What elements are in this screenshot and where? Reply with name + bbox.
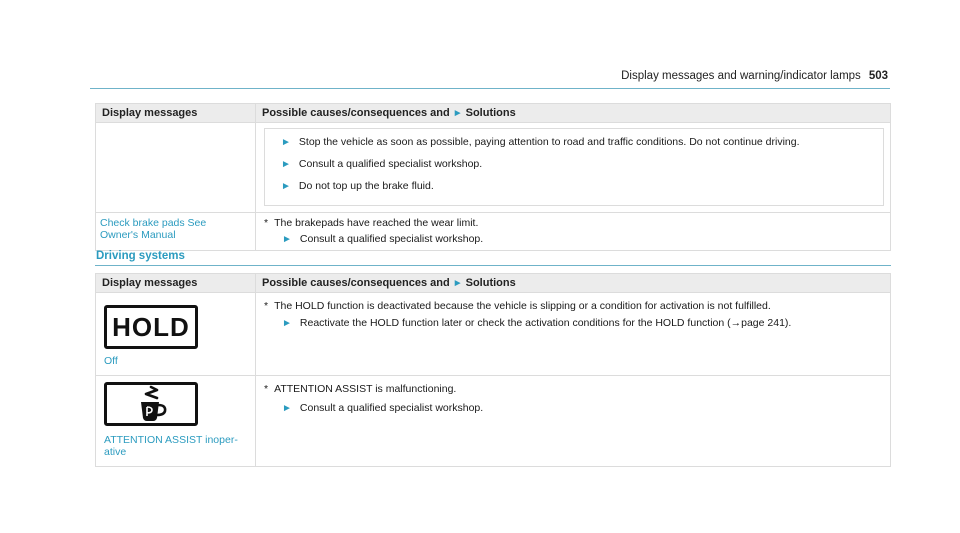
table-row [96,213,891,251]
message-hold-off: Off [104,355,118,367]
table-row [96,293,891,376]
play-arrow-icon: ► [282,234,292,245]
play-arrow-icon: ► [281,181,291,192]
solution-item: ► Consult a qualified specialist workshop. [282,233,484,245]
message-attention-assist: ATTENTION ASSIST inoper- ative [104,434,238,458]
solution-item: ► Consult a qualified specialist workshop. [282,402,484,414]
list-item: ► Do not top up the brake fluid. [281,180,434,192]
list-item: ► Consult a qualified specialist workshop. [281,158,483,170]
messages-table-brakes [95,103,891,251]
cause-text: * The brakepads have reached the wear limit. [264,217,479,229]
section-title: Driving systems [96,250,185,262]
play-arrow-icon: ► [452,278,463,289]
play-arrow-icon: ► [281,137,291,148]
list-item: ► Stop the vehicle as soon as possible, paying attention to road and traffic conditions. Do not continue driving. [281,136,800,148]
table-row [96,123,891,213]
header-rule [90,88,890,89]
play-arrow-icon: ► [282,318,292,329]
table-header-row [96,274,891,293]
play-arrow-icon: ► [452,108,463,119]
coffee-cup-graphic [131,385,171,423]
solution-item: ► Reactivate the HOLD function later or check the activation conditions for the HOLD function (→page 241). [282,317,792,329]
table-header-row [96,104,891,123]
col-header-messages: Display messages [96,274,256,293]
header-title: Display messages and warning/indicator lamps [621,70,861,82]
messages-table-driving-systems [95,273,891,467]
page-reference[interactable]: page 241 [741,317,785,329]
col-header-causes: Possible causes/consequences and ► Solutions [256,104,891,123]
table-row [96,376,891,467]
arrow-right-icon: → [730,317,742,329]
section-rule [95,265,891,266]
play-arrow-icon: ► [281,159,291,170]
col-header-messages: Display messages [96,104,256,123]
coffee-cup-icon [104,382,198,426]
cause-text: * ATTENTION ASSIST is malfunctioning. [264,383,457,395]
hold-icon: HOLD [104,305,198,349]
running-header [621,70,888,82]
solutions-box [264,128,884,206]
col-header-causes: Possible causes/consequences and ► Solutions [256,274,891,293]
message-check-brake-pads: Check brake pads See Owner's Manual [100,217,207,241]
play-arrow-icon: ► [282,403,292,414]
cause-text: * The HOLD function is deactivated because the vehicle is slipping or a condition for activation is not fulfilled. [264,300,771,312]
page-number: 503 [868,70,888,82]
